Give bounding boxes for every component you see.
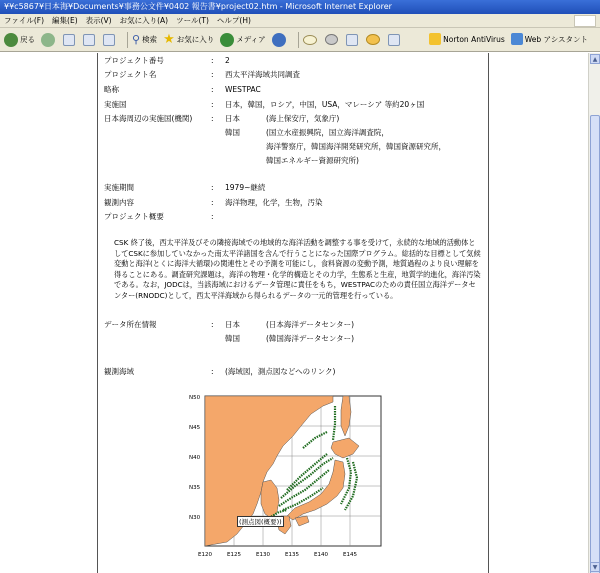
back-arrow-icon: [4, 33, 18, 47]
menu-edit[interactable]: 編集(E): [52, 16, 78, 25]
content-colon: :: [211, 198, 214, 207]
map-svg: [183, 392, 395, 564]
toolbar-separator: [127, 32, 128, 48]
lat-label: N35: [189, 485, 201, 491]
refresh-button[interactable]: [83, 34, 97, 46]
refresh-icon: [83, 34, 95, 46]
data-location-row: [104, 319, 484, 331]
toolbar: [0, 28, 600, 52]
home-button[interactable]: [103, 34, 117, 46]
norton-button[interactable]: [429, 33, 505, 45]
project-name-colon: :: [211, 70, 214, 79]
sea-countries-japan-orgs: (海上保安庁，気象庁): [266, 114, 340, 123]
countries-value: 日本，韓国，ロシア，中国，USA，マレーシア 等約20ヶ国: [225, 100, 425, 109]
folder-button[interactable]: [366, 34, 382, 45]
stop-icon: [63, 34, 75, 46]
data-location-colon: :: [211, 320, 214, 329]
sea-countries-korea-row-2: [104, 141, 484, 153]
data-location-japan: 日本: [225, 320, 240, 329]
period-row: [104, 182, 484, 194]
sea-countries-korea-row-3: [104, 155, 484, 167]
stop-button[interactable]: [63, 34, 77, 46]
media-label: メディア: [236, 35, 266, 44]
summary-label: プロジェクト概要: [104, 212, 164, 221]
sea-countries-korea: 韓国: [225, 128, 240, 137]
menu-help[interactable]: ヘルプ(H): [216, 16, 251, 25]
data-location-label: データ所在情報: [104, 320, 157, 329]
media-icon: [220, 33, 234, 47]
home-icon: [103, 34, 115, 46]
mail-button[interactable]: [303, 35, 319, 45]
folder-icon: [366, 34, 380, 45]
edit-button[interactable]: [346, 34, 360, 46]
messenger-icon: [388, 34, 400, 46]
period-colon: :: [211, 183, 214, 192]
favorites-button[interactable]: [163, 33, 214, 47]
sea-countries-korea-orgs-2: 海洋警察庁，韓国海洋開発研究所，韓国資源研究所，: [266, 142, 446, 151]
project-summary-text: CSK 終了後，西太平洋及びその隣接海域での地域的な海洋活動を調整する事を受けて，永続的な地域的活動体としてCSKに参加していなかった南太平洋諸国を含んで行うことになった国際プログラム。総括的な目標として気候変動と海洋(とくに海洋大循環)の関連性とその予測を可能にし，食料資源の変動予測，地質過程のより良い理解を得ることにある。調査研究課題は，海洋の物理・化学的構造とその力学，生態系と生産，地質学的進化，海洋汚染である。なお，JODCは，当該海域におけるデータ管理に責任をもち，WESTPACのための責任国立海洋データセンター(RNODC)として，西太平洋海域から得られるデータの一元的管理を行っている。: [114, 238, 481, 300]
observation-area-colon: :: [211, 367, 214, 376]
search-icon: ⚲: [132, 33, 141, 46]
scroll-thumb[interactable]: [590, 115, 600, 573]
period-label: 実施期間: [104, 183, 134, 192]
content-label: 観測内容: [104, 198, 134, 207]
windows-logo-icon: [574, 15, 596, 27]
observation-area-row: [104, 366, 484, 378]
sea-countries-korea-orgs-1: (国立水産振興院，国立海洋調査院，: [266, 128, 389, 137]
countries-row: [104, 99, 484, 111]
back-button[interactable]: [4, 33, 35, 47]
sea-countries-label: 日本海周辺の実施国(機関): [104, 114, 193, 123]
sea-countries-korea-orgs-3: 韓国エネルギー資源研究所): [266, 156, 359, 165]
lon-label: E125: [227, 552, 241, 558]
lat-label: N40: [189, 455, 201, 461]
menu-favorites[interactable]: お気に入り(A): [119, 16, 169, 25]
period-value: 1979~継続: [225, 183, 266, 192]
vertical-scrollbar[interactable]: [588, 53, 600, 573]
project-number-label: プロジェクト番号: [104, 56, 164, 65]
countries-colon: :: [211, 100, 214, 109]
toolbar-separator: [298, 32, 299, 48]
history-icon: [272, 33, 286, 47]
sea-countries-colon: :: [211, 114, 214, 123]
observation-area-label: 観測海域: [104, 367, 134, 376]
search-label: 検索: [142, 35, 158, 44]
menu-file[interactable]: ファイル(F): [4, 16, 45, 25]
countries-label: 実施国: [104, 100, 127, 109]
web-assistant-label: Web アシスタント: [524, 34, 588, 44]
history-button[interactable]: [272, 33, 288, 47]
summary-row: [104, 211, 484, 223]
abbreviation-colon: :: [211, 85, 214, 94]
content-value: 海洋物理，化学，生物，汚染: [225, 198, 323, 207]
back-label: 戻る: [20, 35, 35, 44]
favorites-label: お気に入り: [176, 35, 215, 44]
data-location-korea-org: (韓国海洋データセンター): [266, 334, 355, 343]
sea-countries-korea-row: [104, 127, 484, 139]
project-number-row: [104, 55, 484, 67]
project-name-label: プロジェクト名: [104, 70, 157, 79]
lon-label: E120: [198, 552, 212, 558]
toolbar-right: [429, 33, 594, 45]
map-inset-label: (測点図(概要)): [239, 518, 282, 526]
menu-view[interactable]: 表示(V): [85, 16, 112, 25]
window-title-bar: [0, 0, 600, 14]
window-title: ¥¥c5867¥日本海¥Documents¥事務公文件¥0402 報告書¥project02.htm - Microsoft Internet Explorer: [4, 2, 392, 11]
edit-icon: [346, 34, 358, 46]
summary-colon: :: [211, 212, 214, 221]
lon-label: E130: [256, 552, 270, 558]
menu-tools[interactable]: ツール(T): [176, 16, 209, 25]
project-number-value: 2: [225, 56, 230, 65]
sea-countries-japan: 日本: [225, 114, 240, 123]
mail-icon: [303, 35, 317, 45]
media-button[interactable]: [220, 33, 265, 47]
observation-area-link[interactable]: (海域図，測点図などへのリンク): [225, 367, 336, 376]
search-button[interactable]: [132, 33, 157, 46]
content-row: [104, 197, 484, 209]
data-location-korea: 韓国: [225, 334, 240, 343]
star-icon: ★: [163, 31, 175, 47]
norton-icon: [429, 33, 441, 45]
forward-arrow-icon: [41, 33, 55, 47]
project-number-colon: :: [211, 56, 214, 65]
lon-label: E140: [314, 552, 328, 558]
print-icon: [325, 34, 338, 45]
project-name-value: 西太平洋海域共同調査: [225, 70, 300, 79]
sea-countries-row: [104, 113, 484, 125]
lat-label: N50: [189, 395, 201, 401]
lon-label: E135: [285, 552, 299, 558]
abbreviation-label: 略称: [104, 85, 119, 94]
abbreviation-row: [104, 84, 484, 96]
lat-label: N30: [189, 515, 201, 521]
print-button[interactable]: [325, 34, 340, 45]
norton-label: Norton AntiVirus: [443, 34, 505, 44]
observation-area-map[interactable]: [183, 392, 395, 564]
project-name-row: [104, 69, 484, 81]
lon-label: E145: [343, 552, 357, 558]
data-location-korea-row: [104, 333, 484, 345]
scroll-down-arrow-icon[interactable]: ▼: [590, 562, 600, 572]
lat-label: N45: [189, 425, 201, 431]
menu-bar: [0, 14, 600, 28]
web-assistant-icon: [511, 33, 523, 45]
data-location-japan-org: (日本海洋データセンター): [266, 320, 355, 329]
messenger-button[interactable]: [388, 34, 402, 46]
abbreviation-value: WESTPAC: [225, 85, 261, 94]
scroll-up-arrow-icon[interactable]: ▲: [590, 54, 600, 64]
forward-button[interactable]: [41, 33, 57, 47]
web-assistant-button[interactable]: [511, 33, 588, 45]
